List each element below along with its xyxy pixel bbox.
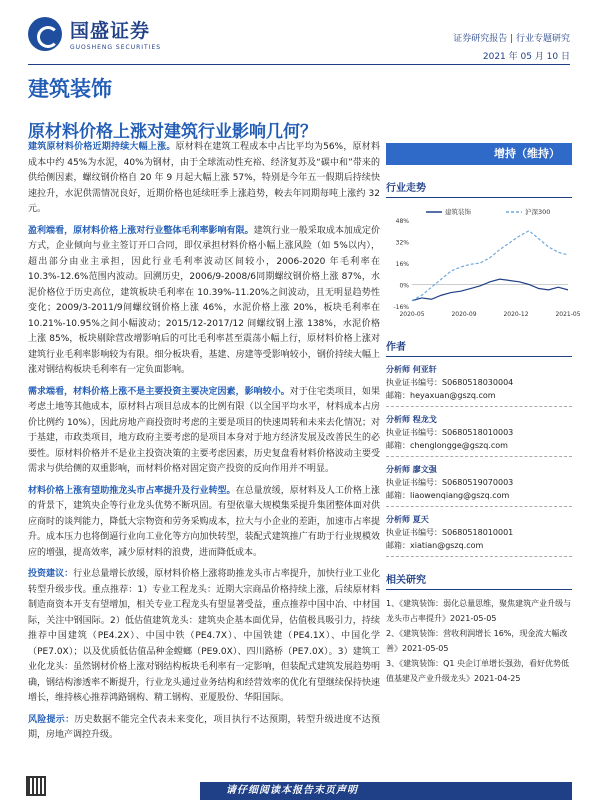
x-tick-label: 2020-05 xyxy=(399,311,425,318)
trend-chart xyxy=(386,206,581,324)
analyst-email[interactable]: 邮箱：liaowenqiang@gszq.com xyxy=(386,489,572,507)
analyst-name: 分析师 廖文强 xyxy=(386,465,437,474)
series-line xyxy=(412,231,568,301)
analyst-cert: 执业证书编号：S0680518010003 xyxy=(386,428,514,437)
related-link[interactable]: 2、《建筑装饰：营收利润增长 16%，现金流大幅改善》2021-05-05 xyxy=(386,629,568,653)
y-tick-label: -16% xyxy=(393,304,409,311)
header-divider xyxy=(28,64,570,65)
related-title: 相关研究 xyxy=(386,571,572,590)
report-title: 原材料价格上涨对建筑行业影响几何？ xyxy=(28,122,317,142)
paragraph: 材料价格上涨有望助推龙头市占率提升及行业转型。在总量放缓，原材料及人工价格上涨的背景下，建筑央企等行业龙头优势不断巩固。有望依靠大规模集采提升集团整体面对供应商时的谈判能力，降低大宗物资和劳务采购成本，拉大与小企业的差距，加速市占率提升。成本压力也将倒逼行业向工业化等方向加快转型，装配式建筑推广有助于行业规模效应的增强，提高效率，减少原材料的浪费，进而降低成本。 xyxy=(28,485,380,558)
paragraph: 投资建议：行业总量增长放缓，原材料价格上涨将助推龙头市占率提升，加快行业工业化转型升级步伐。重点推荐：1）专业工程龙头：近期大宗商品价格持续上涨，后续原材料制造商资本开支有望增加，相关专业工程龙头有望显著受益，重点推荐中国中冶、中材国际，关注中钢国际。2）低估值建筑龙头：建筑央企基本面优异，估值极具吸引力，持续推荐中国建筑（PE4.2X）、中国中铁（PE4.7X）、中国铁建（PE4.1X）、中国化学（PE7.0X）；以及优质低估值品种金螳螂（PE9.0X）、四川路桥（PE7.0X）。3）建筑工业化龙头：虽然钢材价格上涨对钢结构板块毛利率有一定影响，但装配式建筑发展趋势明确，钢结构渗透率不断提升，行业龙头通过业务结构和经营效率的优化有望继续保持快速增长，维持核心推荐鸿路钢构、精工钢构、亚厦股份、华阳国际。 xyxy=(28,569,380,703)
related-link[interactable]: 3、《建筑装饰：Q1 央企订单增长强劲，看好优势低值基建及产业升级龙头》2021-04-25 xyxy=(386,659,570,683)
logo-subtext: GUOSHENG SECURITIES xyxy=(70,44,162,51)
footer xyxy=(0,772,600,800)
analyst-email[interactable]: 邮箱：xiatian@gszq.com xyxy=(386,539,572,557)
analyst-card xyxy=(386,513,572,557)
trend-title: 行业走势 xyxy=(386,179,572,198)
body-text xyxy=(28,140,380,750)
related-link[interactable]: 1、《建筑装饰：弱化总量思维，聚焦建筑产业升级与龙头市占率提升》2021-05-05 xyxy=(386,599,572,623)
logo-text: 国盛证券 xyxy=(70,20,151,42)
logo-icon xyxy=(28,17,62,51)
sector-label: 建筑装饰 xyxy=(28,77,112,101)
paragraph: 建筑原材料价格近期持续大幅上涨。原材料在建筑工程成本中占比平均为56%，原材料成本中约 45%为水泥，40%为钢材，由于全球流动性充裕、经济复苏及“碳中和”带来的供给侧因素，螺纹钢价格自 20 年 9 月起大幅上涨 57%，特别是今年五一假期后持续快速拉升，水泥供需情况良好，近期价格也延续旺季上涨趋势，較去年同期每吨上涨约 32元。 xyxy=(28,142,380,214)
rating-badge: 增持（维持） xyxy=(386,143,572,165)
paragraph: 风险提示：历史数据不能完全代表未来变化，项目执行不达预期，转型升级进度不达预期，房地产调控升级。 xyxy=(28,714,380,740)
report-header xyxy=(0,0,600,62)
x-tick-label: 2020-12 xyxy=(503,311,529,318)
analyst-cert: 执业证书编号：S0680518030004 xyxy=(386,378,514,387)
analysts-title: 作者 xyxy=(386,338,572,357)
analyst-name: 分析师 何亚轩 xyxy=(386,365,437,374)
qr-code-icon xyxy=(26,776,46,796)
series-line xyxy=(412,279,568,301)
y-tick-label: 32% xyxy=(395,239,409,247)
x-tick-label: 2021-05 xyxy=(555,311,581,318)
legend-label: 建筑装饰 xyxy=(445,208,471,216)
analyst-email[interactable]: 邮箱：chenglongge@gszq.com xyxy=(386,439,572,457)
y-tick-label: 0% xyxy=(399,282,409,290)
analyst-cert: 执业证书编号：S0680518010001 xyxy=(386,528,514,537)
report-type: 证券研究报告 | 行业专题研究 xyxy=(453,34,570,44)
legend-label: 沪深300 xyxy=(525,208,551,216)
analyst-name: 分析师 夏天 xyxy=(386,515,429,524)
analyst-name: 分析师 程龙戈 xyxy=(386,415,437,424)
logo xyxy=(28,16,161,51)
analyst-cert: 执业证书编号：S0680519070003 xyxy=(386,478,514,487)
trend-chart-svg xyxy=(386,206,581,324)
analyst-email[interactable]: 邮箱：heyaxuan@gszq.com xyxy=(386,389,572,407)
footer-disclaimer: 请仔细阅读本报告末页声明 xyxy=(200,782,572,800)
x-tick-label: 2020-09 xyxy=(451,311,477,318)
analyst-card xyxy=(386,413,572,457)
y-tick-label: 16% xyxy=(395,261,409,268)
y-tick-label: 48% xyxy=(395,218,409,225)
report-date: 2021 年 05 月 10 日 xyxy=(482,52,570,62)
sidebar xyxy=(386,143,581,686)
paragraph: 需求端看，材料价格上涨不是主要投资主要决定因素，影响较小。对于住宅类项目，如果考虑土地等其他成本，原材料占项目总成本的比例有限（以全国平均水平，材料成本占房价比例约 10%），因此房地产商投资时考虑的主要是项目的快速周转和未来去化情况；对于基建，市政类项目，地方政府主要考虑的是项目本身对于地方经济发展及改善民生的必要性。原材料价格并不是业主投资决策的主要考虑因素，历史复盘看材料价格波动主要受需求与供给侧的双重影响，而材料价格对固定资产投资的反向作用并不明显。 xyxy=(28,386,380,474)
paragraph: 盈利端看，原材料价格上涨对行业整体毛利率影响有限。建筑行业一般采取成本加成定价方式，企业倾向与业主签订开口合同，即仅承担材料价格小幅上涨风险（如 5%以内），超出部分由业主承担，因此行业毛利率波动区间较小，2006-2020 年毛利率在 10.3%-12.6%范围内波动。回溯历史，2006/9-2008/6同期螺纹钢价格上涨 87%，水泥价格位于历史高位，建筑板块毛利率在 10.39%-11.20%之间波动，且无明显趋势性变化；2009/3-2011/9间螺纹钢价格上涨 46%，水泥价格上涨 20%，板块毛利率在10.21%-10.95%之间小幅波动；2015/12-2017/12 间螺纹钢上涨 138%，水泥价格上涨 85%，板块剔除营改增影响后的可比毛利率甚至震荡小幅上行，原材料价格上涨对建筑行业毛利率影响较为有限。细分板块看，基建、房建等受影响较小，钢价持续大幅上涨对钢结构板块毛利率有一定负面影响。 xyxy=(28,225,380,375)
analyst-card xyxy=(386,463,572,507)
analyst-card xyxy=(386,363,572,407)
